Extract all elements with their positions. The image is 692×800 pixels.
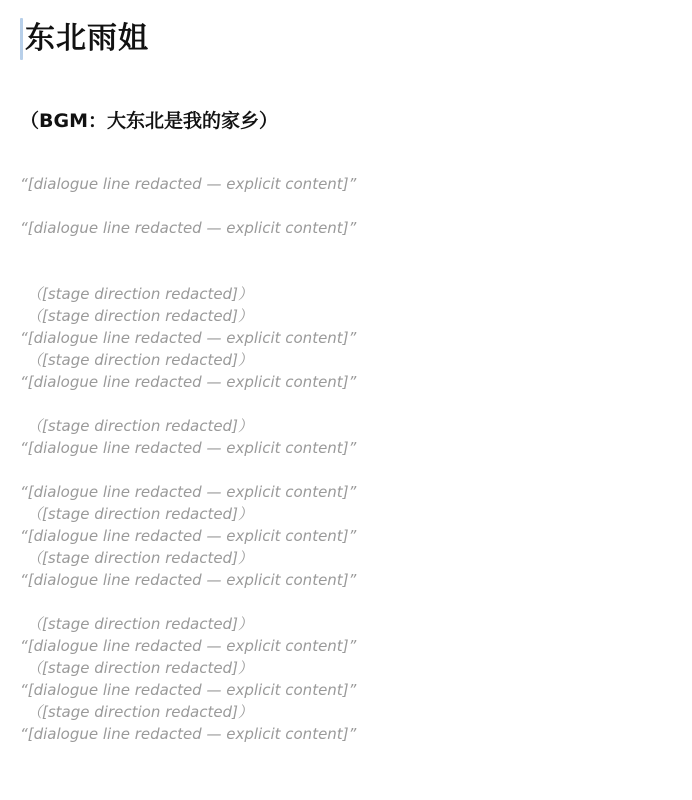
dialogue-line xyxy=(20,635,670,657)
redacted-text: “[dialogue line redacted — explicit content]” xyxy=(20,571,357,589)
redacted-text: “[dialogue line redacted — explicit content]” xyxy=(20,373,357,391)
redacted-text: （[stage direction redacted]） xyxy=(27,505,253,523)
dialogue-line xyxy=(20,679,670,701)
stage-direction xyxy=(20,305,670,327)
dialogue-line xyxy=(20,217,670,283)
redacted-text: （[stage direction redacted]） xyxy=(27,703,253,721)
redacted-text: “[dialogue line redacted — explicit content]” xyxy=(20,527,357,545)
dialogue-line xyxy=(20,481,670,503)
text-cursor xyxy=(20,18,23,60)
dialogue-line xyxy=(20,723,670,789)
dialogue-line xyxy=(20,173,670,217)
redacted-text: “[dialogue line redacted — explicit content]” xyxy=(20,439,357,457)
stage-direction xyxy=(20,283,670,305)
redacted-text: （[stage direction redacted]） xyxy=(27,285,253,303)
stage-direction xyxy=(20,349,670,371)
dialogue-line xyxy=(20,437,670,481)
stage-direction xyxy=(20,613,670,635)
redacted-text: （[stage direction redacted]） xyxy=(27,351,253,369)
page-title: 东北雨姐 xyxy=(25,21,149,56)
dialogue-line xyxy=(20,525,670,547)
dialogue-line xyxy=(20,569,670,613)
title-row xyxy=(20,18,670,60)
redacted-text: “[dialogue line redacted — explicit content]” xyxy=(20,637,357,655)
stage-direction xyxy=(20,657,670,679)
stage-direction xyxy=(20,415,670,437)
redacted-text: （[stage direction redacted]） xyxy=(27,659,253,677)
redacted-text: （[stage direction redacted]） xyxy=(27,615,253,633)
stage-direction xyxy=(20,701,670,723)
redacted-text: （[stage direction redacted]） xyxy=(27,549,253,567)
dialogue-line xyxy=(20,327,670,349)
dialogue-line xyxy=(20,371,670,415)
redacted-text: “[dialogue line redacted — explicit content]” xyxy=(20,483,357,501)
document-body xyxy=(20,173,670,789)
redacted-text: “[dialogue line redacted — explicit content]” xyxy=(20,175,357,193)
stage-direction xyxy=(20,503,670,525)
redacted-text: “[dialogue line redacted — explicit content]” xyxy=(20,329,357,347)
redacted-text: “[dialogue line redacted — explicit content]” xyxy=(20,219,357,237)
bgm-line: （BGM：大东北是我的家乡） xyxy=(20,110,278,132)
redacted-text: “[dialogue line redacted — explicit content]” xyxy=(20,681,357,699)
redacted-text: （[stage direction redacted]） xyxy=(27,307,253,325)
redacted-text: “[dialogue line redacted — explicit content]” xyxy=(20,725,357,743)
redacted-text: （[stage direction redacted]） xyxy=(27,417,253,435)
stage-direction xyxy=(20,547,670,569)
